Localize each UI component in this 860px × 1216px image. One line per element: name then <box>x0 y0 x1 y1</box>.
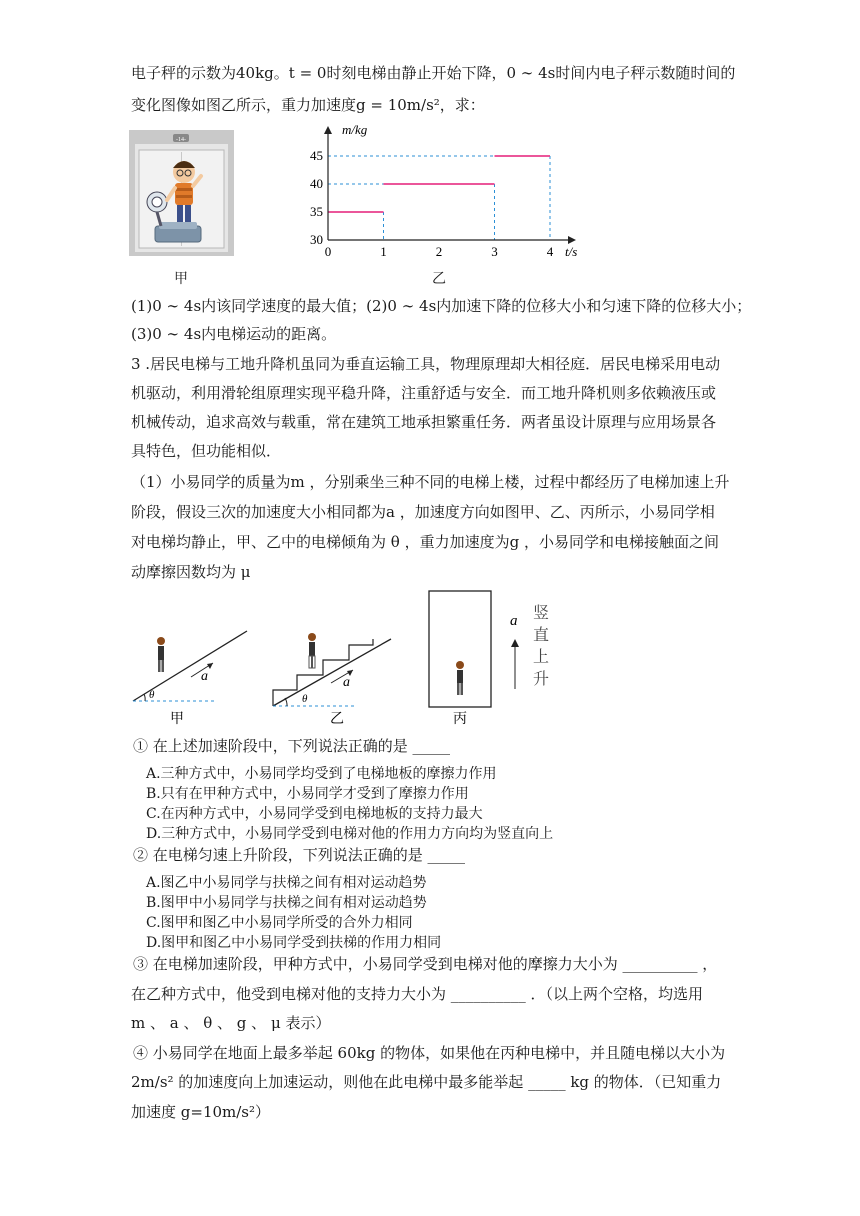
vertical-text-3: 上 <box>533 649 550 666</box>
y-axis-arrow <box>324 126 332 134</box>
question-3-line2: 在乙种方式中，他受到电梯对他的支持力大小为 __________ ．（以上两个空格，均选用 <box>131 985 704 1003</box>
x-tick-label-3: 3 <box>491 244 498 259</box>
figure-label-jia: 甲 <box>174 271 188 287</box>
question-3-line1: ③ 在电梯加速阶段，甲种方式中，小易同学受到电梯对他的摩擦力大小为 __________ ， <box>133 955 718 973</box>
figure-jia-incline <box>133 631 247 701</box>
sub1-line1: （1）小易同学的质量为m ，分别乘坐三种不同的电梯上楼，过程中都经历了电梯加速上升 <box>131 473 730 491</box>
problem2-question-3: (3)0 ∼ 4s内电梯运动的距离。 <box>131 325 337 343</box>
y-tick-label-0: 30 <box>310 232 323 247</box>
sub1-line2: 阶段，假设三次的加速度大小相同都为a ，加速度方向如图甲、乙、丙所示，小易同学相 <box>131 503 715 521</box>
x-tick-label-4: 4 <box>546 244 554 259</box>
question-4-line1: ④ 小易同学在地面上最多举起 60kg 的物体，如果他在丙种电梯中，并且随电梯以大小为 <box>133 1044 726 1062</box>
question-1-option-b[interactable]: B.只有在甲种方式中，小易同学才受到了摩擦力作用 <box>146 786 469 802</box>
accel-label-yi: a <box>343 675 350 690</box>
question-2-option-a[interactable]: A.图乙中小易同学与扶梯之间有相对运动趋势 <box>146 875 427 891</box>
problem3-intro-line4: 具特色，但功能相似． <box>131 442 282 460</box>
x-axis-arrow <box>568 236 576 244</box>
figure-yi-escalator <box>273 633 391 706</box>
y-tick-label-3: 45 <box>310 148 323 163</box>
problem3-intro-line2: 机驱动，利用滑轮组原理实现平稳升降，注重舒适与安全．而工地升降机则多依赖液压或 <box>131 384 717 402</box>
question-2-stem: ② 在电梯匀速上升阶段，下列说法正确的是 _____ <box>133 846 466 864</box>
elevator-figures <box>125 585 565 730</box>
question-4-line2: 2m/s² 的加速度向上加速运动，则他在此电梯中最多能举起 _____ kg 的物体．（已知重力 <box>131 1073 722 1091</box>
question-2-option-c[interactable]: C.图甲和图乙中小易同学所受的合外力相同 <box>146 915 413 931</box>
y-tick-label-1: 35 <box>310 204 323 219</box>
question-4-line3: 加速度 g=10m/s²） <box>131 1103 271 1121</box>
elevator-sign: -14- <box>176 137 186 143</box>
problem3-intro-line1: 3 .居民电梯与工地升降机虽同为垂直运输工具，物理原理却大相径庭．居民电梯采用电动 <box>131 355 721 373</box>
x-tick-label-1: 1 <box>380 244 387 259</box>
problem2-line1: 电子秤的示数为40kg。t = 0时刻电梯由静止开始下降，0 ∼ 4s时间内电子秤示数随时间的 <box>131 64 736 82</box>
problem2-questions-1-2: (1)0 ∼ 4s内该同学速度的最大值；(2)0 ∼ 4s内加速下降的位移大小和匀速下降的位移大小； <box>131 297 752 315</box>
y-tick-label-2: 40 <box>310 176 323 191</box>
vertical-text-1: 竖 <box>533 605 550 622</box>
figure-label-yi: 乙 <box>432 271 446 287</box>
vertical-text-4: 升 <box>533 671 550 688</box>
x-tick-label-0: 0 <box>324 244 332 259</box>
mass-time-chart <box>300 120 600 270</box>
x-tick-label-2: 2 <box>435 244 443 259</box>
question-1-option-a[interactable]: A.三种方式中，小易同学均受到了电梯地板的摩擦力作用 <box>146 766 497 782</box>
accel-label-jia: a <box>201 669 208 684</box>
accel-label-bing: a <box>510 613 518 629</box>
sub1-line4: 动摩擦因数均为 μ <box>131 563 251 581</box>
figure-label-jia-3: 甲 <box>170 712 184 727</box>
vertical-text-2: 直 <box>533 627 550 644</box>
figure-label-bing: 丙 <box>453 712 467 727</box>
problem2-line2: 变化图像如图乙所示，重力加速度g = 10m/s²，求： <box>131 96 485 114</box>
question-2-option-d[interactable]: D.图甲和图乙中小易同学受到扶梯的作用力相同 <box>146 935 442 951</box>
problem3-intro-line3: 机械传动，追求高效与载重，常在建筑工地承担繁重任务．两者虽设计原理与应用场景各 <box>131 413 717 431</box>
figure-label-yi-3: 乙 <box>330 712 344 727</box>
x-axis-label: t/s <box>565 244 578 259</box>
elevator-illustration <box>129 130 234 256</box>
figure-bing-elevator <box>429 591 549 707</box>
question-1-stem: ① 在上述加速阶段中，下列说法正确的是 _____ <box>133 737 451 755</box>
angle-label-yi: θ <box>302 693 308 705</box>
question-1-option-d[interactable]: D.三种方式中，小易同学受到电梯对他的作用力方向均为竖直向上 <box>146 826 554 842</box>
question-3-line3: m 、 a 、 θ 、 g 、 μ 表示） <box>131 1014 331 1032</box>
question-2-option-b[interactable]: B.图甲中小易同学与扶梯之间有相对运动趋势 <box>146 895 427 911</box>
y-axis-label: m/kg <box>342 122 368 137</box>
sub1-line3: 对电梯均静止，甲、乙中的电梯倾角为 θ ，重力加速度为g ，小易同学和电梯接触面之间 <box>131 533 719 551</box>
angle-label-jia: θ <box>149 689 155 701</box>
question-1-option-c[interactable]: C.在丙种方式中，小易同学受到电梯地板的支持力最大 <box>146 806 483 822</box>
